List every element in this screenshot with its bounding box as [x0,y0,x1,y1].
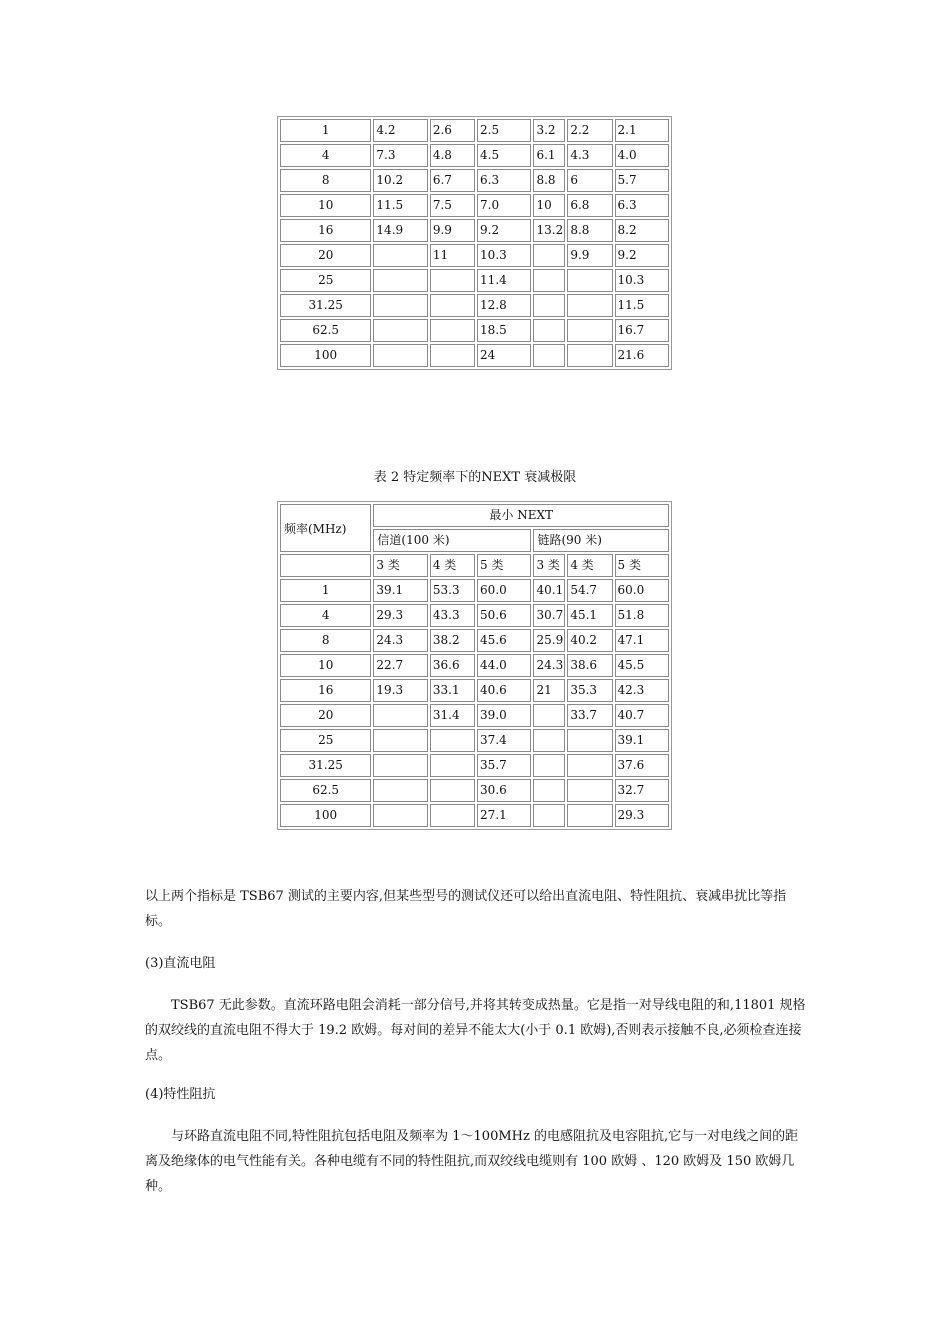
value-cell: 33.1 [430,679,475,702]
frequency-cell: 31.25 [280,754,371,777]
value-cell: 30.6 [477,779,531,802]
value-cell: 10.3 [477,244,531,267]
attenuation-table-body [280,119,669,367]
impedance-paragraph: 与环路直流电阻不同,特性阻抗包括电阻及频率为 1～100MHz 的电感阻抗及电容阻抗,它与一对电线之间的距离及绝缘体的电气性能有关。各种电缆有不同的特性阻抗,而双绞线电缆则有 100 欧姆 、120 欧姆及 150 欧姆几种。 [145,1129,799,1194]
attenuation-table [277,116,672,370]
value-cell [373,779,427,802]
table-row [280,144,669,167]
value-cell [373,754,427,777]
value-cell [533,319,565,342]
value-cell: 40.6 [477,679,531,702]
value-cell [373,319,427,342]
value-cell: 13.2 [533,219,565,242]
value-cell [373,294,427,317]
table-row [280,704,669,727]
value-cell: 21 [533,679,565,702]
value-cell: 24.3 [533,654,565,677]
value-cell: 5.7 [615,169,669,192]
channel-cat3-header: 3 类 [373,554,427,577]
value-cell: 8.8 [533,169,565,192]
value-cell [430,804,475,827]
value-cell: 27.1 [477,804,531,827]
frequency-cell: 16 [280,219,371,242]
value-cell: 31.4 [430,704,475,727]
table-row [280,194,669,217]
value-cell [430,319,475,342]
value-cell: 24 [477,344,531,367]
value-cell: 30.7 [533,604,565,627]
value-cell [533,804,565,827]
value-cell: 42.3 [615,679,669,702]
table-row [280,754,669,777]
value-cell: 39.1 [373,579,427,602]
value-cell: 10.2 [373,169,427,192]
table2-caption: 表 2 特定频率下的NEXT 衰减极限 [373,470,577,485]
value-cell: 2.1 [615,119,669,142]
value-cell [567,729,612,752]
value-cell: 14.9 [373,219,427,242]
value-cell [567,754,612,777]
value-cell: 4.2 [373,119,427,142]
table-row [280,729,669,752]
value-cell [567,804,612,827]
link-cat5-header: 5 类 [615,554,669,577]
frequency-cell: 100 [280,804,371,827]
value-cell: 39.1 [615,729,669,752]
value-cell: 9.2 [615,244,669,267]
value-cell: 4.3 [567,144,612,167]
next-table [277,501,672,830]
channel-header: 信道(100 米) [373,529,531,552]
value-cell [533,729,565,752]
value-cell: 4.0 [615,144,669,167]
value-cell: 6.1 [533,144,565,167]
value-cell: 7.0 [477,194,531,217]
value-cell: 35.3 [567,679,612,702]
value-cell: 11.4 [477,269,531,292]
frequency-cell: 20 [280,704,371,727]
value-cell [533,244,565,267]
value-cell [533,294,565,317]
value-cell: 36.6 [430,654,475,677]
value-cell: 40.1 [533,579,565,602]
table-row [280,804,669,827]
value-cell [567,294,612,317]
value-cell: 6 [567,169,612,192]
frequency-cell: 4 [280,604,371,627]
link-cat3-header: 3 类 [533,554,565,577]
value-cell: 4.5 [477,144,531,167]
value-cell [373,704,427,727]
value-cell [373,729,427,752]
next-table-body [280,504,669,827]
header-row-1 [280,504,669,527]
value-cell [430,269,475,292]
frequency-cell: 1 [280,579,371,602]
value-cell [533,754,565,777]
table-row [280,679,669,702]
value-cell: 33.7 [567,704,612,727]
frequency-cell: 100 [280,344,371,367]
frequency-cell: 62.5 [280,319,371,342]
value-cell: 9.9 [567,244,612,267]
value-cell: 9.2 [477,219,531,242]
value-cell: 8.2 [615,219,669,242]
value-cell [567,269,612,292]
value-cell: 51.8 [615,604,669,627]
impedance-heading: (4)特性阻抗 [145,1087,216,1102]
value-cell: 40.7 [615,704,669,727]
value-cell: 2.5 [477,119,531,142]
value-cell: 39.0 [477,704,531,727]
value-cell: 50.6 [477,604,531,627]
table-row [280,344,669,367]
value-cell: 16.7 [615,319,669,342]
value-cell: 11.5 [615,294,669,317]
value-cell: 37.6 [615,754,669,777]
value-cell: 45.5 [615,654,669,677]
value-cell: 9.9 [430,219,475,242]
value-cell: 60.0 [615,579,669,602]
value-cell: 37.4 [477,729,531,752]
value-cell [430,344,475,367]
table-row [280,269,669,292]
table-row [280,244,669,267]
value-cell: 7.3 [373,144,427,167]
table-row [280,219,669,242]
value-cell: 7.5 [430,194,475,217]
link-header: 链路(90 米) [533,529,669,552]
frequency-cell: 25 [280,269,371,292]
value-cell: 21.6 [615,344,669,367]
value-cell: 40.2 [567,629,612,652]
frequency-cell: 8 [280,169,371,192]
value-cell: 35.7 [477,754,531,777]
frequency-cell: 8 [280,629,371,652]
dc-resistance-paragraph: TSB67 无此参数。直流环路电阻会消耗一部分信号,并将其转变成热量。它是指一对导线电阻的和,11801 规格的双绞线的直流电阻不得大于 19.2 欧姆。每对间的差异不能太大(小于 0.1 欧姆),否则表示接触不良,必须检查连接点。 [145,998,806,1063]
value-cell: 2.6 [430,119,475,142]
value-cell: 29.3 [615,804,669,827]
value-cell: 6.7 [430,169,475,192]
value-cell: 47.1 [615,629,669,652]
dc-resistance-heading: (3)直流电阻 [145,956,216,971]
value-cell: 10.3 [615,269,669,292]
frequency-cell: 1 [280,119,371,142]
table-row [280,169,669,192]
value-cell: 53.3 [430,579,475,602]
value-cell: 32.7 [615,779,669,802]
freq-header: 频率(MHz) [280,504,371,552]
value-cell [533,779,565,802]
value-cell [533,344,565,367]
value-cell: 11.5 [373,194,427,217]
value-cell: 18.5 [477,319,531,342]
frequency-cell: 4 [280,144,371,167]
summary-paragraph: 以上两个指标是 TSB67 测试的主要内容,但某些型号的测试仪还可以给出直流电阻、特性阻抗、衰减串扰比等指标。 [145,889,787,929]
table-row [280,319,669,342]
frequency-cell: 62.5 [280,779,371,802]
table-row [280,629,669,652]
value-cell: 6.3 [477,169,531,192]
empty-header-cell [280,554,371,577]
value-cell: 4.8 [430,144,475,167]
value-cell [567,779,612,802]
table-row [280,579,669,602]
value-cell [533,269,565,292]
value-cell: 45.1 [567,604,612,627]
frequency-cell: 16 [280,679,371,702]
value-cell: 45.6 [477,629,531,652]
value-cell [430,779,475,802]
table-row [280,604,669,627]
value-cell: 10 [533,194,565,217]
value-cell: 3.2 [533,119,565,142]
frequency-cell: 10 [280,194,371,217]
table-row [280,119,669,142]
value-cell: 25.9 [533,629,565,652]
header-row-3 [280,554,669,577]
value-cell: 29.3 [373,604,427,627]
value-cell: 11 [430,244,475,267]
value-cell [373,804,427,827]
value-cell [430,729,475,752]
value-cell: 6.3 [615,194,669,217]
value-cell: 54.7 [567,579,612,602]
value-cell: 38.2 [430,629,475,652]
frequency-cell: 10 [280,654,371,677]
channel-cat4-header: 4 类 [430,554,475,577]
value-cell [373,269,427,292]
value-cell [430,754,475,777]
value-cell: 24.3 [373,629,427,652]
value-cell: 38.6 [567,654,612,677]
min-next-header: 最小 NEXT [373,504,669,527]
value-cell: 6.8 [567,194,612,217]
value-cell: 22.7 [373,654,427,677]
frequency-cell: 25 [280,729,371,752]
frequency-cell: 31.25 [280,294,371,317]
value-cell [373,344,427,367]
value-cell: 19.3 [373,679,427,702]
table-row [280,779,669,802]
value-cell: 12.8 [477,294,531,317]
value-cell: 44.0 [477,654,531,677]
value-cell: 60.0 [477,579,531,602]
value-cell: 2.2 [567,119,612,142]
value-cell [430,294,475,317]
table-row [280,654,669,677]
value-cell [373,244,427,267]
value-cell [567,344,612,367]
channel-cat5-header: 5 类 [477,554,531,577]
link-cat4-header: 4 类 [567,554,612,577]
frequency-cell: 20 [280,244,371,267]
value-cell: 43.3 [430,604,475,627]
value-cell [567,319,612,342]
value-cell [533,704,565,727]
table-row [280,294,669,317]
value-cell: 8.8 [567,219,612,242]
